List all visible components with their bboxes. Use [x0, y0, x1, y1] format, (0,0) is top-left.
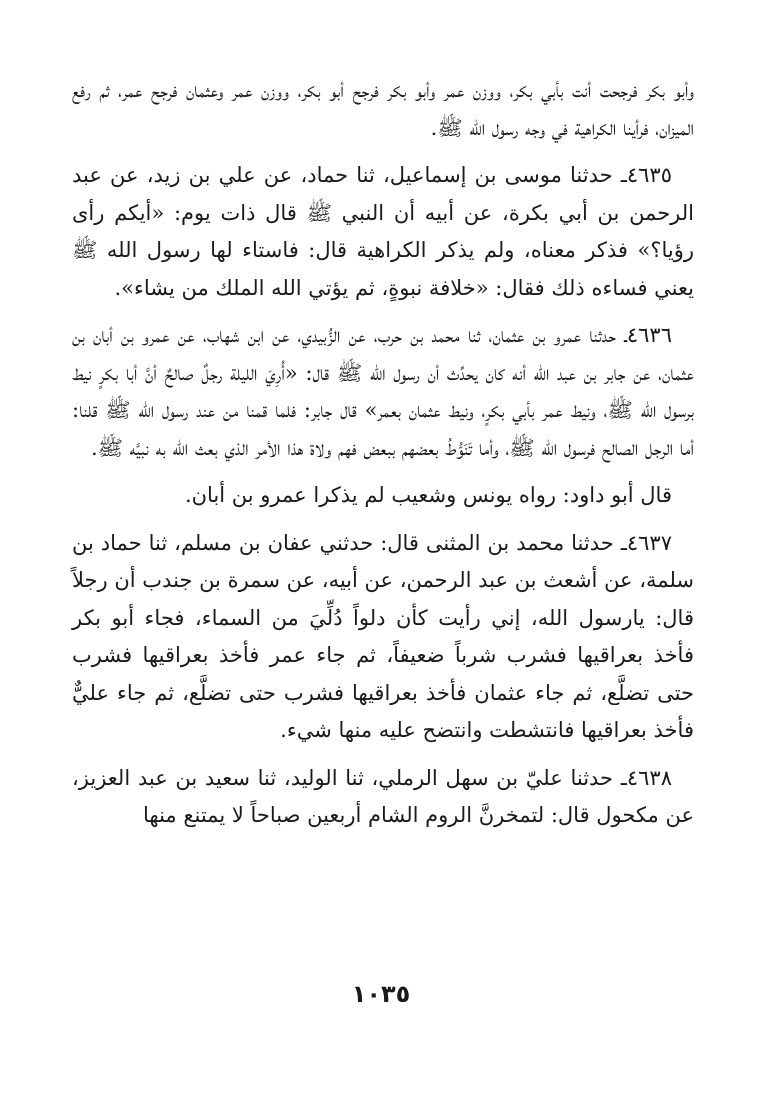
paragraph-hadith-4635: ٤٦٣٥ـ حدثنا موسى بن إسماعيل، ثنا حماد، عن علي بن زيد، عن عبد الرحمن بن أبي بكرة، عن أبيه أن النبي ﷺ قال ذات يوم: «أيكم رأى رؤيا؟» فذكر معناه، ولم يذكر الكراهية قال: فاستاء لها رسول الله ﷺ يعني فساءه ذلك فقال: «خلافة نبوةٍ، ثم يؤتي الله الملك من يشاء». — [72, 163, 694, 300]
paragraph-abu-dawud-note: قال أبو داود: رواه يونس وشعيب لم يذكرا عمرو بن أبان. — [184, 483, 672, 507]
page-body — [72, 72, 694, 845]
paragraph-hadith-4638: ٤٦٣٨ـ حدثنا عليّ بن سهل الرملي، ثنا الوليد، ثنا سعيد بن عبد العزيز، عن مكحول قال: لتمخرنَّ الروم الشام أربعين صباحاً لا يمتنع منها — [72, 765, 694, 827]
page-number: ١٠٣٥ — [351, 980, 411, 1008]
paragraph-hadith-4637: ٤٦٣٧ـ حدثنا محمد بن المثنى قال: حدثني عفان بن مسلم، ثنا حماد بن سلمة، عن أشعث بن عبد الرحمن، عن أبيه، عن سمرة بن جندب أن رجلاً قال: يارسول الله، إني رأيت كأن دلواً دُلِّيَ من السماء، فجاء أبو بكر فأخذ بعراقيها فشرب شرباً ضعيفاً، ثم جاء عمر فأخذ بعراقيها فشرب حتى تضلَّع، ثم جاء عثمان فأخذ بعراقيها فشرب حتى تضلَّع، ثم جاء عليٌّ فأخذ بعراقيها فانتشطت وانتضح عليه منها شيء. — [72, 530, 694, 742]
paragraph-continuation: وأبو بكر فرجحت أنت بأبي بكر، ووزن عمر وأبو بكر فرجح أبو بكر، ووزن عمر وعثمان فرجح عمر، ثم رفع الميزان، فرأينا الكراهية في وجه رسول الله ﷺ. — [72, 78, 694, 140]
paragraph-hadith-4636: ٤٦٣٦ـ حدثنا عمرو بن عثمان، ثنا محمد بن حرب، عن الزُّبيدي، عن ابن شهاب، عن عمرو بن أبان بن عثمان، عن جابر بن عبد الله أنه كان يحدِّث أن رسول الله ﷺ قال: «أُرِيَ الليلة رجلٌ صالحٌ أنَّ أبا بكرٍ نيط برسول الله ﷺ، ونيط عمر بأبي بكرٍ، ونيط عثمان بعمر» قال جابر: فلما قمنا من عند رسول الله ﷺ قلنا: أما الرجل الصالح فرسول الله ﷺ، وأما تَنَوُّطُ بعضهم ببعض فهم ولاة هذا الأمر الذي بعث الله به نبيَّه ﷺ. — [72, 323, 694, 460]
